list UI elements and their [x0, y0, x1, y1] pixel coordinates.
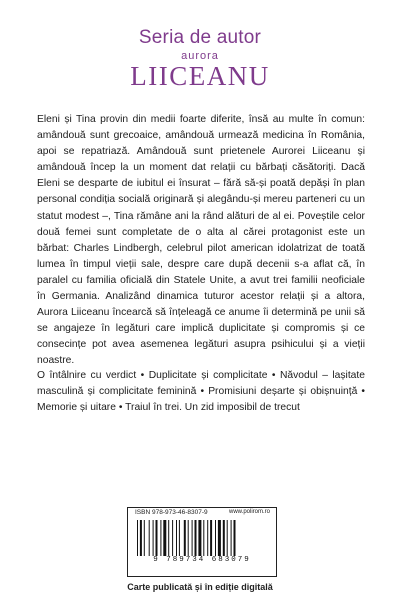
author-last-name: LIICEANU: [130, 61, 270, 91]
barcode-block: [127, 507, 277, 577]
barcode-icon: [137, 520, 265, 556]
author-first-name: aurora: [181, 50, 219, 62]
digital-edition-note: Carte publicată și în ediție digitală: [127, 582, 273, 592]
series-title: Seria de autor: [138, 27, 262, 48]
book-description: Eleni și Tina provin din medii foarte diferite, însă au multe în comun: amândouă sunt grecoaice, amândouă urmează medicina în România, apoi se repatriază. Amândouă sunt prietenele Aurorei Liiceanu și amândouă încep la un moment dat relații cu bărbați căsătoriți. Dacă Eleni se desparte de iubitul ei însurat – fără să-și poată depăși în plan personal condiția socială originară și alegându-și mereu parteneri cu un statut modest –, Tina rămâne ani la rând alături de al ei. Poveștile celor două femei sunt completate de o alta al cărei protagonist este un bărbat: Charles Lindbergh, celebrul pilot american idolatrizat de toată lumea în timpul vieții sale, despre care după decenii s-a aflat că, în paralel cu familia oficială din Statele Unite, a avut trei familii neoficiale în Germania. Analizând dinamica tuturor acestor relații și a altora, Aurora Liiceanu încearcă să înțeleagă ce anume îi determină pe unii să se angajeze în legături care implică duplicitate și compromis și ce consecințe pot avea asemenea legături asupra psihicului și a vieții noastre.: [37, 114, 365, 367]
isbn-label: ISBN 978-973-46-8307-9: [135, 509, 208, 516]
barcode-digits: 9 789734 683079: [153, 556, 251, 564]
publisher-website: www.polirom.ro: [228, 509, 270, 515]
table-of-contents: O întâlnire cu verdict • Duplicitate și complicitate • Năvodul – lașitate masculină și complicitate feminină • Promisiuni deșarte și obișnuință • Memorie și uitare • Traiul în trei. Un zid imposibil de trecut: [37, 370, 365, 414]
